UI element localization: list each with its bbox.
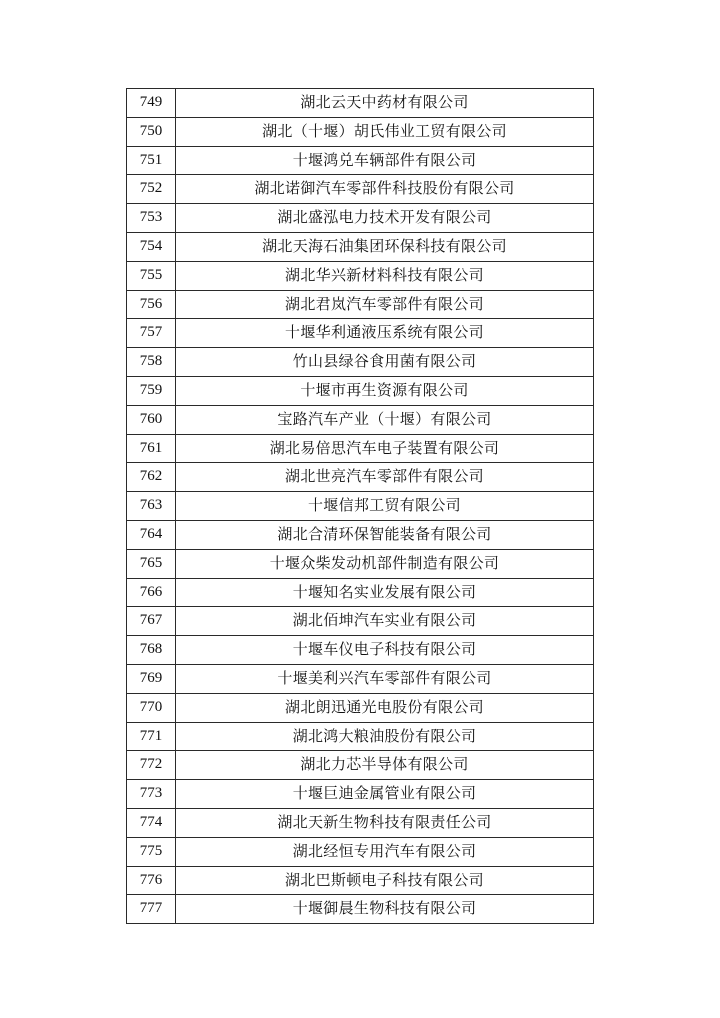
company-name: 十堰知名实业发展有限公司 xyxy=(176,578,594,607)
row-number: 771 xyxy=(127,722,176,751)
row-number: 750 xyxy=(127,117,176,146)
row-number: 754 xyxy=(127,232,176,261)
company-name: 十堰华利通液压系统有限公司 xyxy=(176,319,594,348)
table-row xyxy=(127,549,594,578)
company-name: 十堰市再生资源有限公司 xyxy=(176,376,594,405)
company-name: 竹山县绿谷食用菌有限公司 xyxy=(176,348,594,377)
row-number: 767 xyxy=(127,607,176,636)
table-row xyxy=(127,664,594,693)
table-row xyxy=(127,636,594,665)
table-row xyxy=(127,895,594,924)
row-number: 760 xyxy=(127,405,176,434)
company-name: 十堰车仪电子科技有限公司 xyxy=(176,636,594,665)
row-number: 775 xyxy=(127,837,176,866)
row-number: 770 xyxy=(127,693,176,722)
row-number: 777 xyxy=(127,895,176,924)
table-row xyxy=(127,722,594,751)
table-row xyxy=(127,492,594,521)
row-number: 757 xyxy=(127,319,176,348)
company-name: 湖北君岚汽车零部件有限公司 xyxy=(176,290,594,319)
row-number: 768 xyxy=(127,636,176,665)
company-name: 十堰美利兴汽车零部件有限公司 xyxy=(176,664,594,693)
table-row xyxy=(127,376,594,405)
table-row xyxy=(127,808,594,837)
table-row xyxy=(127,837,594,866)
table-body xyxy=(127,89,594,924)
row-number: 753 xyxy=(127,204,176,233)
row-number: 752 xyxy=(127,175,176,204)
company-name: 湖北华兴新材料科技有限公司 xyxy=(176,261,594,290)
table-row xyxy=(127,434,594,463)
table-row xyxy=(127,348,594,377)
table-row xyxy=(127,866,594,895)
table-row xyxy=(127,117,594,146)
table-row xyxy=(127,780,594,809)
table-row xyxy=(127,520,594,549)
company-name: 湖北合清环保智能装备有限公司 xyxy=(176,520,594,549)
table-row xyxy=(127,146,594,175)
table-row xyxy=(127,261,594,290)
company-name: 湖北易倍思汽车电子装置有限公司 xyxy=(176,434,594,463)
company-name: 湖北（十堰）胡氏伟业工贸有限公司 xyxy=(176,117,594,146)
company-name: 十堰御晨生物科技有限公司 xyxy=(176,895,594,924)
company-list-table xyxy=(126,88,594,924)
row-number: 749 xyxy=(127,89,176,118)
row-number: 755 xyxy=(127,261,176,290)
table-row xyxy=(127,405,594,434)
row-number: 774 xyxy=(127,808,176,837)
table-row xyxy=(127,693,594,722)
table-row xyxy=(127,463,594,492)
company-name: 湖北世亮汽车零部件有限公司 xyxy=(176,463,594,492)
company-name: 湖北鸿大粮油股份有限公司 xyxy=(176,722,594,751)
table-row xyxy=(127,204,594,233)
company-name: 十堰鸿兑车辆部件有限公司 xyxy=(176,146,594,175)
company-name: 湖北佰坤汽车实业有限公司 xyxy=(176,607,594,636)
row-number: 764 xyxy=(127,520,176,549)
company-name: 十堰巨迪金属管业有限公司 xyxy=(176,780,594,809)
table-row xyxy=(127,232,594,261)
company-name: 湖北诺御汽车零部件科技股份有限公司 xyxy=(176,175,594,204)
row-number: 762 xyxy=(127,463,176,492)
company-name: 湖北天新生物科技有限责任公司 xyxy=(176,808,594,837)
row-number: 769 xyxy=(127,664,176,693)
table-row xyxy=(127,319,594,348)
row-number: 776 xyxy=(127,866,176,895)
row-number: 766 xyxy=(127,578,176,607)
row-number: 759 xyxy=(127,376,176,405)
company-name: 宝路汽车产业（十堰）有限公司 xyxy=(176,405,594,434)
row-number: 772 xyxy=(127,751,176,780)
company-name: 湖北天海石油集团环保科技有限公司 xyxy=(176,232,594,261)
company-name: 湖北云天中药材有限公司 xyxy=(176,89,594,118)
table-row xyxy=(127,290,594,319)
row-number: 751 xyxy=(127,146,176,175)
row-number: 763 xyxy=(127,492,176,521)
table-row xyxy=(127,175,594,204)
company-name: 湖北盛泓电力技术开发有限公司 xyxy=(176,204,594,233)
row-number: 758 xyxy=(127,348,176,377)
company-name: 湖北力芯半导体有限公司 xyxy=(176,751,594,780)
row-number: 756 xyxy=(127,290,176,319)
row-number: 773 xyxy=(127,780,176,809)
table-row xyxy=(127,607,594,636)
row-number: 765 xyxy=(127,549,176,578)
company-name: 十堰信邦工贸有限公司 xyxy=(176,492,594,521)
table-row xyxy=(127,751,594,780)
company-name: 湖北巴斯顿电子科技有限公司 xyxy=(176,866,594,895)
table-row xyxy=(127,89,594,118)
row-number: 761 xyxy=(127,434,176,463)
table-row xyxy=(127,578,594,607)
company-name: 湖北经恒专用汽车有限公司 xyxy=(176,837,594,866)
company-name: 十堰众柴发动机部件制造有限公司 xyxy=(176,549,594,578)
company-name: 湖北朗迅通光电股份有限公司 xyxy=(176,693,594,722)
